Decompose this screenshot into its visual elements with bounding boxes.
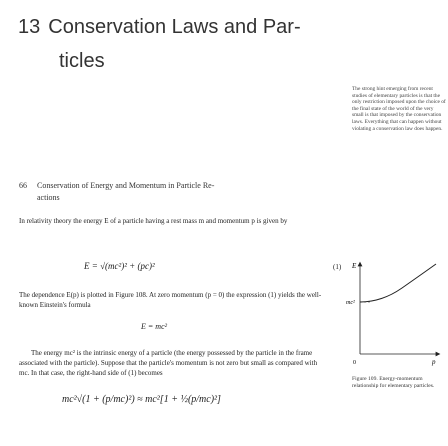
section-heading bbox=[19, 180, 349, 204]
paragraph-1: In relativity theory the energy E of a particle having a rest mass m and momentum p is given by bbox=[19, 217, 288, 225]
x-axis-label: p bbox=[432, 358, 436, 366]
side-note: The strong hint emerging from recent studies of elementary particles is that the only restriction imposed upon the choice of the final state of the world of the very small is that imposed by the conservation laws. Everything that can happen without violating a conservation law does happen. bbox=[352, 86, 446, 132]
section-number: 66 bbox=[19, 181, 27, 190]
chapter-title-line2: ticles bbox=[59, 50, 105, 72]
chapter-title-line1: Conservation Laws and Par- bbox=[48, 16, 301, 38]
paragraph-2: The dependence E(p) is plotted in Figure 108. At zero momentum (p = 0) the expression (1) yields the well-known Einstein's formula bbox=[19, 291, 322, 309]
section-title-line2: actions bbox=[37, 193, 60, 202]
equation-1: E = √(mc²)² + (pc)² bbox=[84, 261, 155, 271]
y-tick-mc2: mc² bbox=[346, 300, 355, 306]
paragraph-3: The energy mc² is the intrinsic energy of a particle (the energy possessed by the particle in the frame associated with the particle). Suppose that the particle's momentum is not zero but small as compared with mc. In that case, the right-hand side of (1) becomes bbox=[19, 349, 318, 377]
section-title-line1: Conservation of Energy and Momentum in Particle Re- bbox=[37, 181, 215, 190]
energy-curve bbox=[360, 264, 436, 302]
energy-momentum-figure bbox=[346, 258, 444, 370]
figure-caption: Figure 109. Energy-momentum relationship for elementary particles. bbox=[352, 376, 435, 389]
equation-1-number: (1) bbox=[333, 263, 342, 271]
equation-3: mc²√(1 + (p/mc)²) ≈ mc²[1 + ½(p/mc)²] bbox=[62, 394, 221, 405]
y-axis-label: E bbox=[352, 262, 357, 270]
chapter-number: 13 bbox=[18, 16, 41, 38]
chapter-title bbox=[18, 10, 438, 78]
origin-label: 0 bbox=[353, 360, 356, 366]
equation-2: E = mc² bbox=[141, 322, 168, 331]
